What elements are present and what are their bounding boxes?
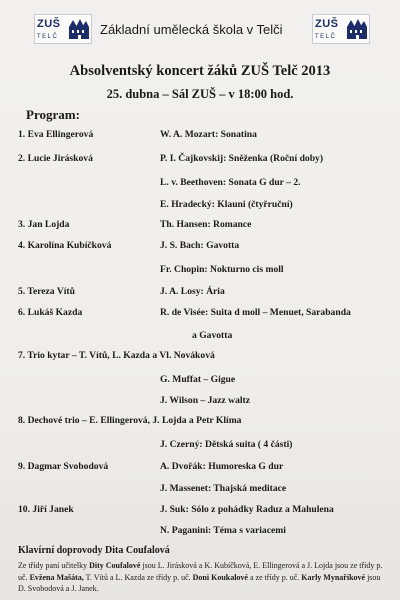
program-row [0,437,400,453]
piece: W. A. Mozart: Sonatina [160,129,257,140]
performer: 4. Karolína Kubíčková [18,240,112,251]
program-heading: Program: [26,107,80,122]
teacher-name: Doni Koukalové [192,572,248,582]
accompaniment-note: Klavírní doprovody Dita Coufalová [18,545,170,556]
piece: J. Suk: Sólo z pohádky Raduz a Mahulena [160,504,334,515]
concert-title: Absolventský koncert žáků ZUŠ Telč 2013 [69,63,331,79]
program-row [0,459,400,475]
program-row [0,413,400,429]
piece: G. Muffat – Gigue [160,374,236,385]
building-icon [345,17,369,41]
program-row [0,197,400,213]
piece: J. Massenet: Thajská meditace [160,483,287,494]
program-row [0,502,400,518]
program-row [0,481,400,497]
piece: J. Czerný: Dětská suita ( 4 části) [160,439,293,450]
program-row [0,262,400,278]
building-icon [67,17,91,41]
program-row [0,328,400,344]
piece: R. de Visée: Suita d moll – Menuet, Sarabanda [160,307,351,318]
logo-town: TELČ [315,34,337,40]
piece: N. Paganini: Téma s variacemi [160,525,286,536]
teacher-name: Dity Coufalové [89,561,141,570]
piece: a Gavotta [192,330,233,341]
piece: A. Dvořák: Humoreska G dur [160,461,284,472]
notes-text: jsou L. Jirásková a K. Kubíčková, E. Ellingerová a J. Lojda jsou ze třídy p. uč. [18,561,383,582]
piece: E. Hradecký: Klauni (čtyřruční) [160,199,293,210]
performer: 7. Trio kytar – T. Vítů, L. Kazda a Vl. Nováková [18,350,215,361]
program-row [0,372,400,388]
performer: 1. Eva Ellingerová [18,129,94,140]
piece: Fr. Chopin: Nokturno cis moll [160,264,284,275]
piece: Th. Hansen: Romance [160,219,252,230]
piece: J. S. Bach: Gavotta [160,240,240,251]
program-row [0,127,400,143]
performer: 8. Dechové trio – E. Ellingerová, J. Lojda a Petr Klíma [18,415,242,426]
logo-letters: ZUŠ [37,18,61,30]
piece: J. Wilson – Jazz waltz [160,395,250,406]
school-logo-right [312,14,370,44]
school-header [34,14,374,44]
notes-text: T. Vítů a L. Kazda ze třídy p. uč. [83,572,193,582]
school-logo-left [34,14,92,44]
program-row [0,284,400,300]
performer: 6. Lukáš Kazda [18,307,83,318]
program-row [0,238,400,254]
piece: P. I. Čajkovskij: Sněženka (Roční doby) [160,153,324,164]
performer: 2. Lucie Jirásková [18,153,93,164]
teacher-notes [18,560,388,595]
school-name: Základní umělecká škola v Telči [100,22,283,37]
teacher-name: Karly Mynaříkové [301,572,366,582]
program-row [0,393,400,409]
notes-text: Ze třídy paní učitelky [18,561,90,570]
performer: 9. Dagmar Svobodová [18,461,109,472]
notes-text: a ze třídy p. uč. [247,572,302,582]
program-row [0,217,400,233]
piece: J. A. Losy: Ária [160,286,225,297]
performer: 3. Jan Lojda [18,219,70,230]
notes-text: jsou D. Svobodová a J. Janek. [18,572,381,593]
program-row [0,151,400,167]
logo-letters: ZUŠ [315,18,339,30]
performer: 5. Tereza Vítů [18,286,75,297]
piece: L. v. Beethoven: Sonata G dur – 2. [160,177,301,188]
teacher-name: Evžena Mašáta, [29,572,84,582]
logo-town: TELČ [37,34,59,40]
program-row [0,348,400,364]
program-row [0,175,400,191]
concert-date-venue: 25. dubna – Sál ZUŠ – v 18:00 hod. [106,87,294,101]
performer: 10. Jiří Janek [18,504,74,515]
program-row [0,305,400,321]
program-row [0,523,400,539]
